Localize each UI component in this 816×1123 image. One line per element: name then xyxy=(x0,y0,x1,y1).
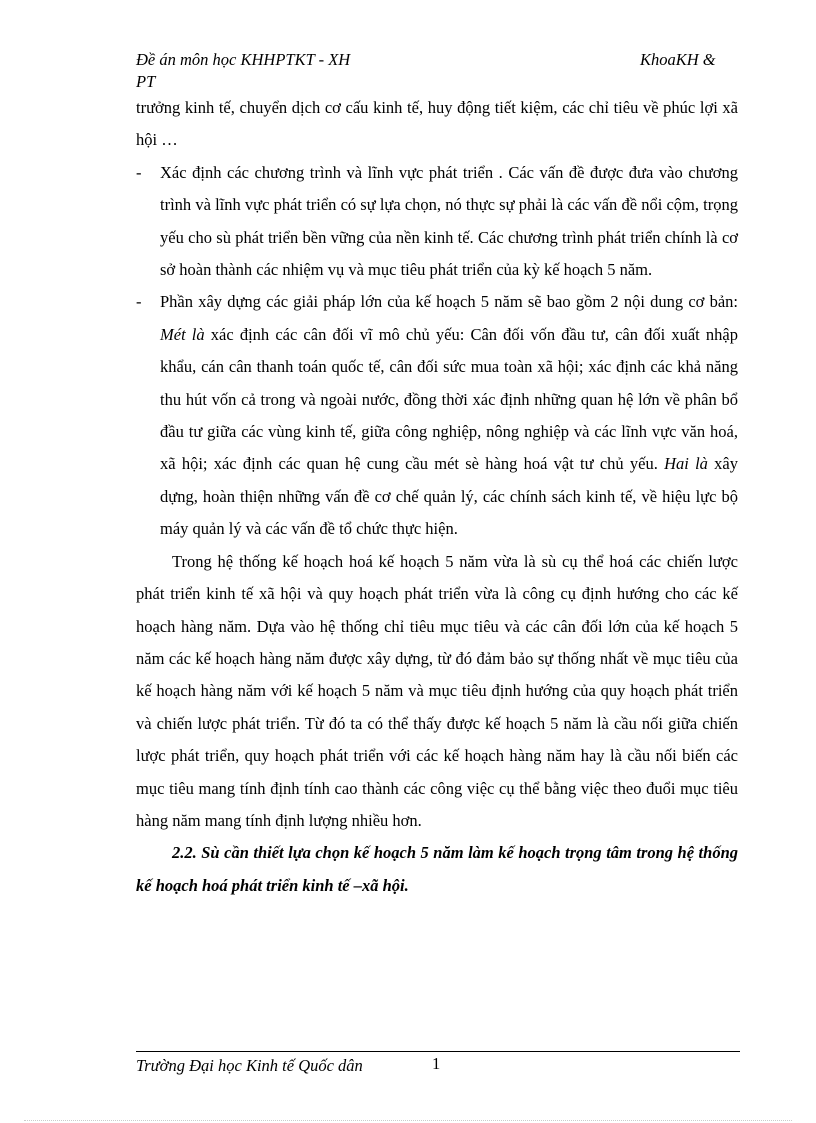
section-heading-2-2: 2.2. Sù cần thiết lựa chọn kế hoạch 5 năm làm kế hoạch trọng tâm trong hệ thống kế hoạch hoá phát triển kinh tế –xã hội. xyxy=(136,843,738,895)
paragraph-planning-system: Trong hệ thống kế hoạch hoá kế hoạch 5 năm vừa là sù cụ thể hoá các chiến lược phát triển kinh tế xã hội và quy hoạch phát triển vừa là công cụ định hướng cho các kế hoạch hàng năm. Dựa vào hệ thống chỉ tiêu mục tiêu và các cân đối lớn của kế hoạch 5 năm các kế hoạch hàng năm được xây dựng, từ đó đảm bảo sự thống nhất về mục tiêu của kế hoạch hàng năm với kế hoạch 5 năm và mục tiêu định hướng của quy hoạch phát triển và chiến lược phát triển. Từ đó ta có thể thấy được kế hoạch 5 năm là cầu nối giữa chiến lược phát triển, quy hoạch phát triển với các kế hoạch hàng năm hay là cầu nối biến các mục tiêu mang tính định tính cao thành các công việc cụ thể bằng việc theo đuổi mục tiêu hàng năm mang tính định lượng nhiều hơn. xyxy=(136,551,738,830)
bullet-text-part-c: xây dựng, hoàn thiện những vấn đề cơ chế quản lý, các chính sách kinh tế, về hiệu lực bộ máy quản lý và các vấn đề tổ chức thực hiện. xyxy=(160,454,739,539)
bullet-emphasis-second: Hai là xyxy=(664,454,708,474)
bullet-item-programs xyxy=(136,157,738,287)
bullet-item-solutions xyxy=(136,286,738,545)
bullet-marker: - xyxy=(136,292,142,312)
bullet-text-part-a: Phần xây dựng các giải pháp lớn của kế hoạch 5 năm sẽ bao gồm 2 nội dung cơ bản: xyxy=(160,292,738,312)
header-title-line1: Đề án môn học KHHPTKT - XH xyxy=(136,50,351,69)
bullet-marker: - xyxy=(136,162,142,182)
page-edge-divider xyxy=(24,1120,792,1121)
paragraph-continuation: trưởng kinh tế, chuyển dịch cơ cấu kinh tế, huy động tiết kiệm, các chỉ tiêu về phúc lợi xã hội … xyxy=(136,98,738,150)
document-body xyxy=(136,92,738,902)
header-faculty: KhoaKH & xyxy=(640,50,716,69)
bullet-text: Xác định các chương trình và lĩnh vực phát triển . Các vấn đề được đưa vào chương trình và lĩnh vực phát triển có sự lựa chọn, nó thực sự phải là các vấn đề nổi cộm, trọng yếu cho sù phát triển bền vững của nền kinh tế. Các chương trình phát triển chính là cơ sở hoàn thành các nhiệm vụ và mục tiêu phát triển của kỳ kế hoạch 5 năm. xyxy=(160,162,738,280)
bullet-emphasis-first: Mét là xyxy=(160,324,205,344)
bullet-text-part-b: xác định các cân đối vĩ mô chủ yếu: Cân đối vốn đầu tư, cân đối xuất nhập khẩu, cán cân thanh toán quốc tế, cân đối sức mua toàn xã hội; xác định các khả năng thu hút vốn cả trong và ngoài nước, đồng thời xác định những quan hệ lớn về phân bổ đầu tư giữa các vùng kinh tế, giữa công nghiệp, nông nghiệp và các lĩnh vực văn hoá, xã hội; xác định các quan hệ cung cầu mét sè hàng hoá vật tư chủ yếu. xyxy=(160,324,738,474)
header-title-line2: PT xyxy=(136,72,156,91)
page-number: 1 xyxy=(432,1054,441,1073)
footer-school: Trường Đại học Kinh tế Quốc dân xyxy=(136,1056,363,1075)
header-title xyxy=(136,49,436,93)
footer-rule xyxy=(136,1051,740,1052)
